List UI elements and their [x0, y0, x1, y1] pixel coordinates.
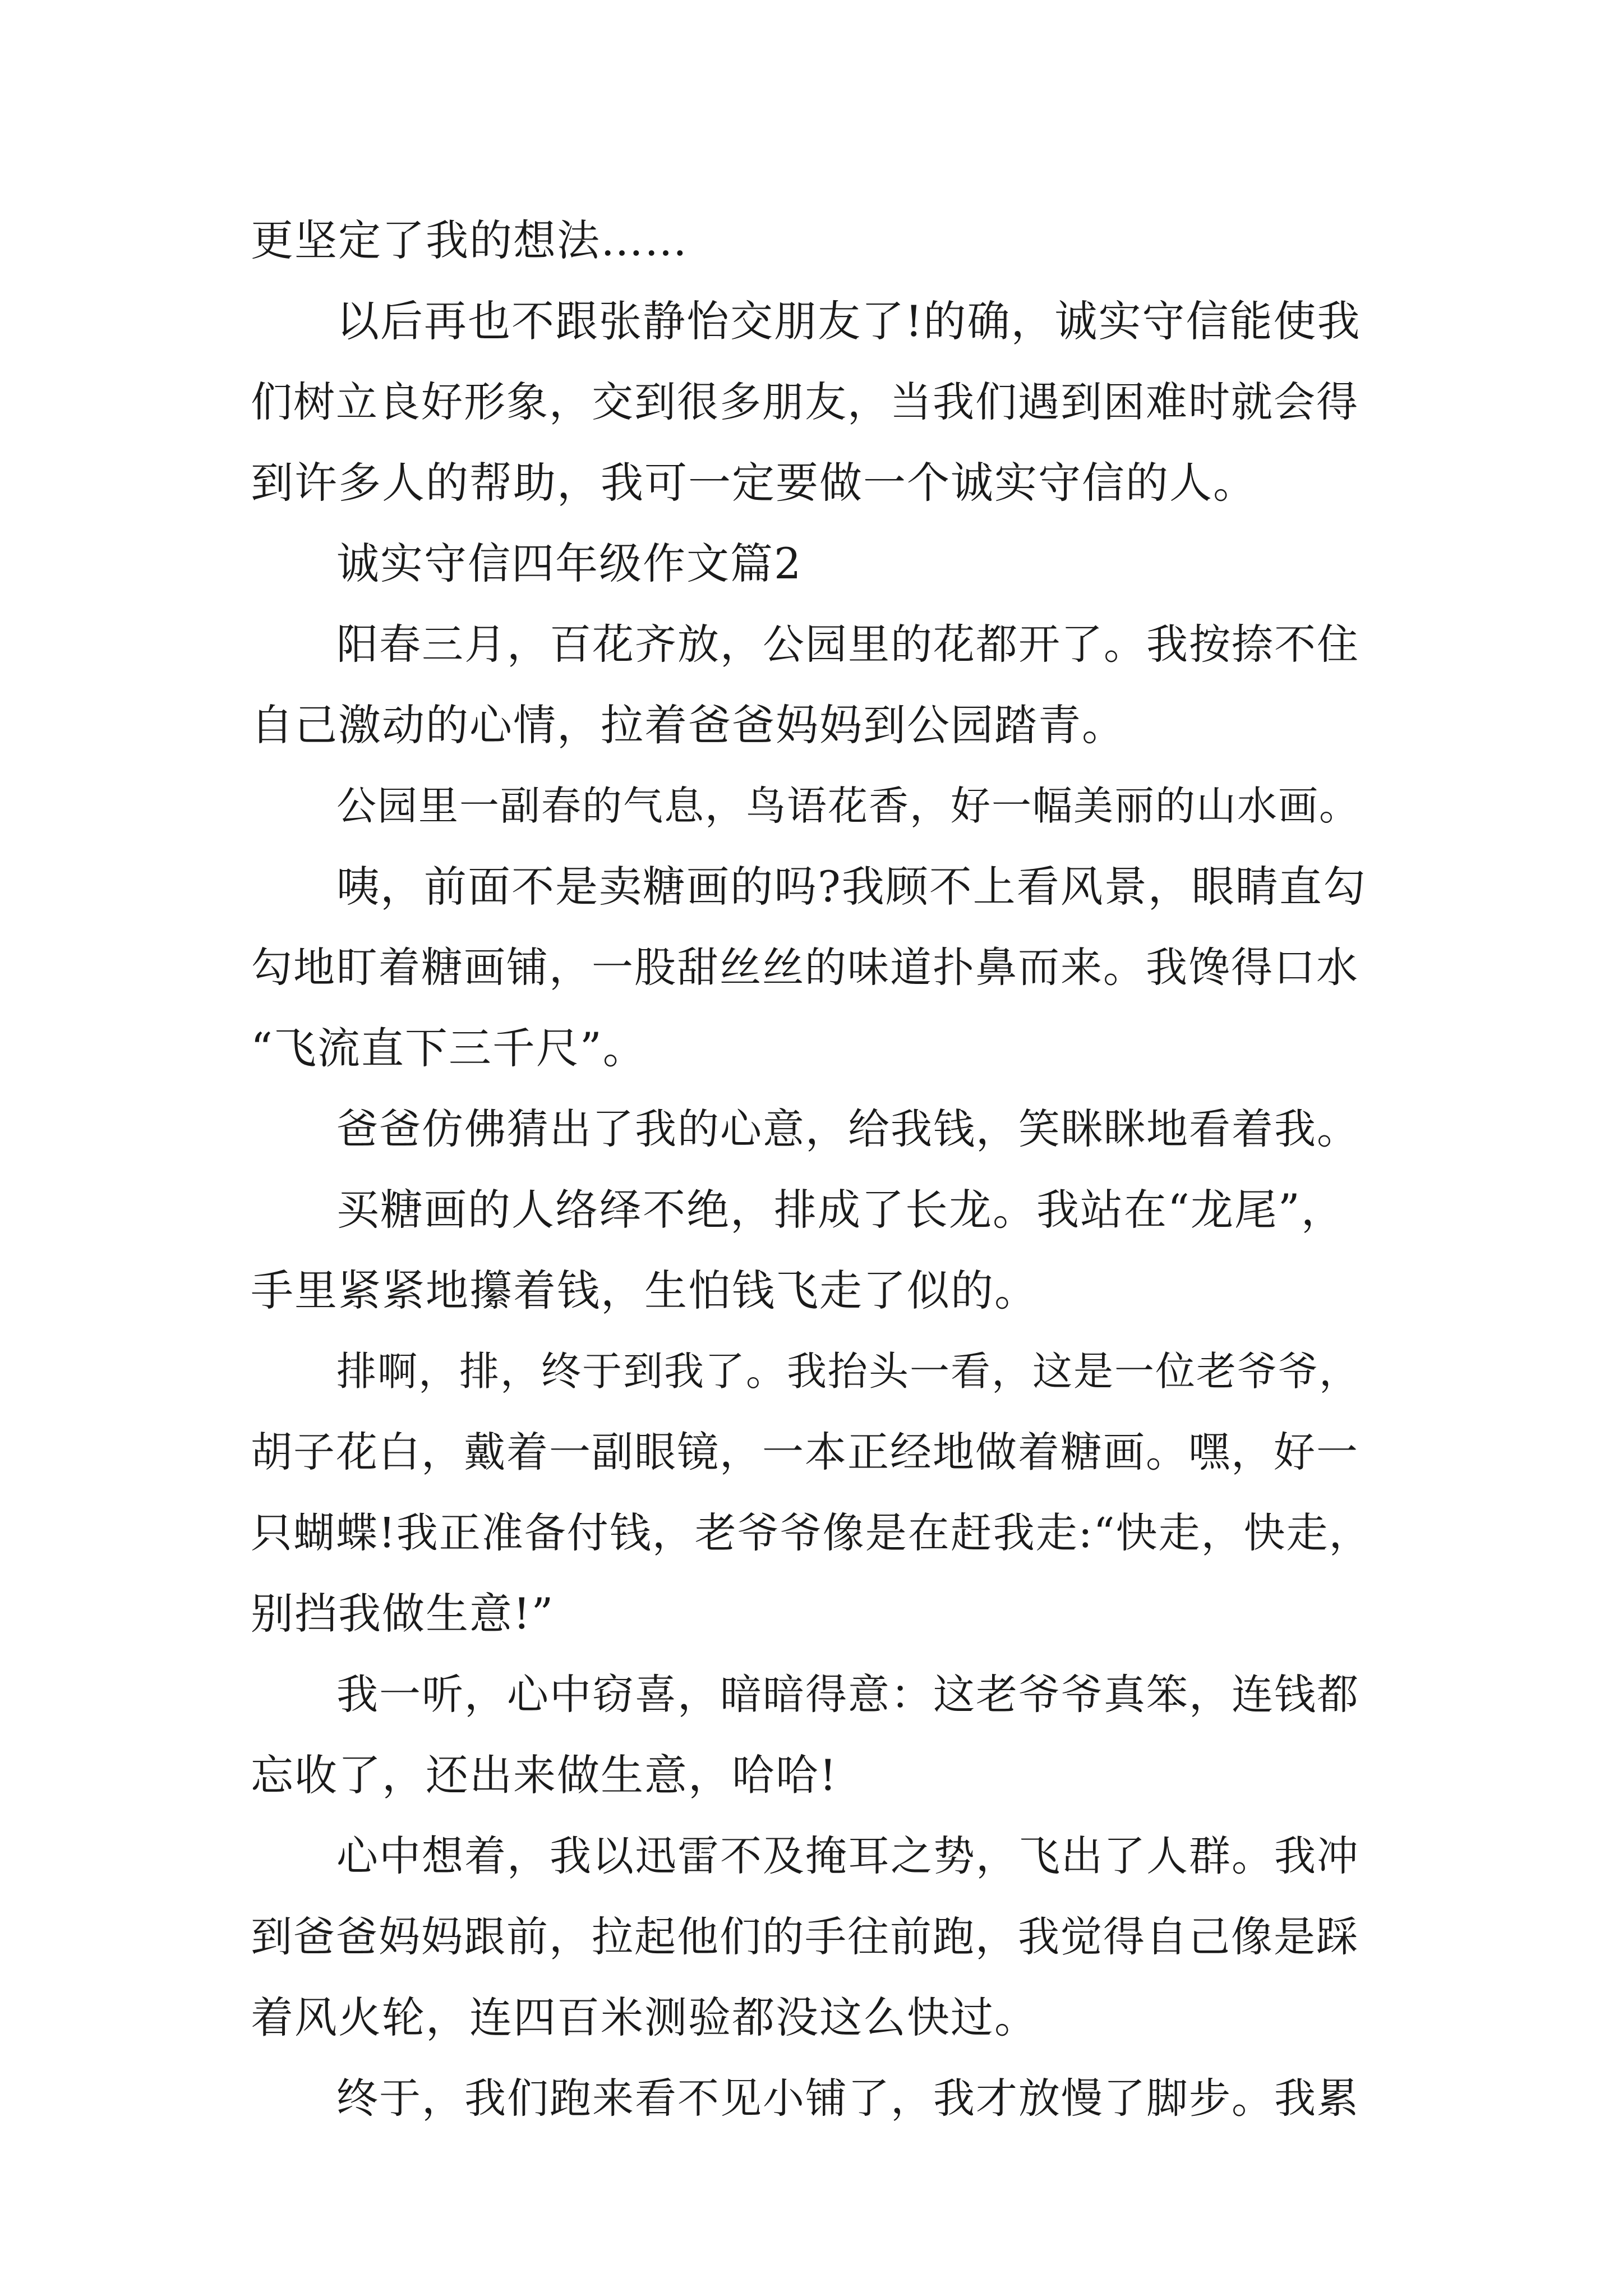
text-line: 咦，前面不是卖糖画的吗?我顾不上看风景，眼睛直勾	[336, 862, 1367, 912]
text-line: 自己激动的心情，拉着爸爸妈妈到公园踏青。	[251, 700, 1126, 750]
text-line: 忘收了，还出来做生意，哈哈!	[251, 1750, 838, 1800]
text-line: 只蝴蝶!我正准备付钱，老爷爷像是在赶我走:“快走，快走，	[251, 1509, 1372, 1557]
text-line: 着风火轮，连四百米测验都没这么快过。	[251, 1993, 1038, 2042]
text-line: 排啊，排，终于到我了。我抬头一看，这是一位老爷爷，	[336, 1348, 1361, 1395]
text-line: 到许多人的帮助，我可一定要做一个诚实守信的人。	[251, 458, 1257, 508]
text-line: 胡子花白，戴着一副眼镜，一本正经地做着糖画。嘿，好一	[251, 1428, 1359, 1476]
text-line: 公园里一副春的气息，鸟语花香，好一幅美丽的山水画。	[336, 783, 1361, 829]
text-line: 们树立良好形象，交到很多朋友，当我们遇到困难时就会得	[251, 378, 1359, 426]
text-line: 我一听，心中窃喜，暗暗得意：这老爷爷真笨，连钱都	[336, 1671, 1359, 1719]
text-line: 买糖画的人络绎不绝，排成了长龙。我站在“龙尾”，	[336, 1185, 1345, 1235]
text-line: 手里紧紧地攥着钱，生怕钱飞走了似的。	[251, 1266, 1038, 1315]
text-line: 爸爸仿佛猜出了我的心意，给我钱，笑眯眯地看着我。	[336, 1105, 1359, 1153]
text-line: 心中想着，我以迅雷不及掩耳之势，飞出了人群。我冲	[336, 1832, 1359, 1880]
section-heading: 诚实守信四年级作文篇2	[336, 539, 803, 588]
text-line: 阳春三月，百花齐放，公园里的花都开了。我按捺不住	[336, 620, 1359, 669]
text-line: “飞流直下三千尺”。	[251, 1023, 647, 1073]
text-line: 到爸爸妈妈跟前，拉起他们的手往前跑，我觉得自己像是踩	[251, 1913, 1359, 1961]
text-line: 以后再也不跟张静怡交朋友了!的确，诚实守信能使我	[336, 296, 1361, 346]
text-line: 勾地盯着糖画铺，一股甜丝丝的味道扑鼻而来。我馋得口水	[251, 944, 1359, 992]
text-line: 更坚定了我的想法……	[251, 215, 688, 265]
text-line: 终于，我们跑来看不见小铺了，我才放慢了脚步。我累	[336, 2074, 1359, 2123]
text-line: 别挡我做生意!”	[251, 1589, 555, 1639]
